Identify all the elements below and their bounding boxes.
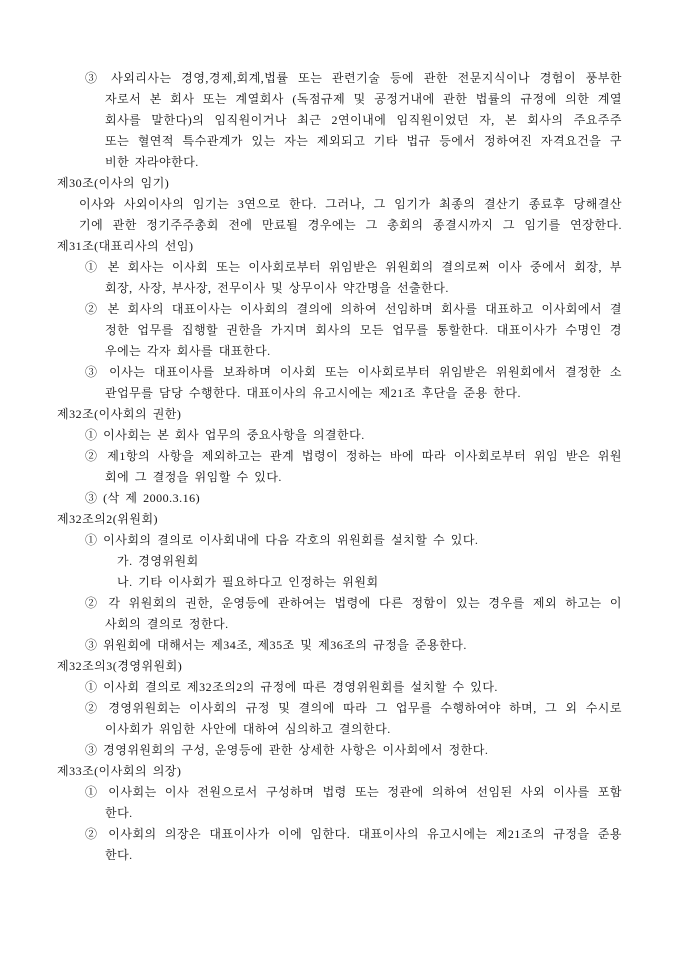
- article-heading: 제31조(대표리사의 선임): [57, 239, 194, 253]
- article-body-line: 기에 관한 정기주주총회 전에 만료될 경우에는 그 총회의 종결시까지 그 임기를 연장한다.: [79, 218, 622, 232]
- clause-item-line: ① 이사회는 이사 전원으로서 구성하며 법령 또는 정관에 의하여 선임된 사외 이사를 포함: [85, 785, 622, 799]
- clause-continuation-line: 회사를 말한다)의 임직원이거나 최근 2연이내에 임직원이었던 자, 본 회사의 주요주주: [105, 113, 622, 127]
- clause-item-line: ① 이사회는 본 회사 업무의 중요사항을 의결한다.: [85, 428, 365, 442]
- document-body: [57, 68, 622, 866]
- clause-item-line: ② 본 회사의 대표이사는 이사회의 결의에 의하여 선임하며 회사를 대표하고 이사회에서 결: [85, 302, 622, 316]
- clause-continuation-line: 회장, 사장, 부사장, 전무이사 및 상무이사 약간명을 선출한다.: [105, 281, 449, 295]
- article-heading: 제33조(이사회의 의장): [57, 764, 182, 778]
- article-body-line: 이사와 사외이사의 임기는 3연으로 한다. 그러나, 그 임기가 최종의 결산기 종료후 당해결산: [79, 197, 622, 211]
- clause-item-line: ① 본 회사는 이사회 또는 이사회로부터 위임받은 위원회의 결의로쩌 이사 중에서 회장, 부: [85, 260, 622, 274]
- clause-continuation-line: 자로서 본 회사 또는 계열회사 (독점규제 및 공정거내에 관한 법률의 규정에 의한 계열: [105, 92, 622, 106]
- clause-continuation-line: 우에는 각자 회사를 대표한다.: [105, 344, 271, 358]
- subclause-line: 가. 경영위원회: [117, 554, 199, 568]
- clause-continuation-line: 사회의 결의로 정한다.: [105, 617, 229, 631]
- article-heading: 제30조(이사의 임기): [57, 176, 170, 190]
- clause-continuation-line: 한다.: [105, 848, 133, 862]
- clause-continuation-line: 정한 업무를 집행할 권한을 가지며 회사의 모든 업무를 통할한다. 대표이사가 수명인 경: [105, 323, 622, 337]
- clause-item-line: ③ (삭 제 2000.3.16): [85, 491, 201, 505]
- clause-item-line: ② 이사회의 의장은 대표이사가 이에 임한다. 대표이사의 유고시에는 제21조의 규정을 준용: [85, 827, 622, 841]
- clause-item-line: ② 제1항의 사항을 제외하고는 관계 법령이 정하는 바에 따라 이사회로부터 위임 받은 위원: [85, 449, 622, 463]
- clause-item-line: ② 경영위원회는 이사회의 규정 및 결의에 따라 그 업무를 수행하여야 하며, 그 외 수시로: [85, 701, 622, 715]
- clause-item-line: ① 이사회 결의로 제32조의2의 규정에 따른 경영위원회를 설치할 수 있다.: [85, 680, 498, 694]
- clause-item-line: ③ 위원회에 대해서는 제34조, 제35조 및 제36조의 규정을 준용한다.: [85, 638, 467, 652]
- subclause-line: 나. 기타 이사회가 필요하다고 인정하는 위원회: [117, 575, 379, 589]
- clause-item-line: ③ 이사는 대표이사를 보좌하며 이사회 또는 이사회로부터 위임받은 위원회에서 결정한 소: [85, 365, 622, 379]
- clause-continuation-line: 회에 그 결정을 위임할 수 있다.: [105, 470, 282, 484]
- clause-continuation-line: 한다.: [105, 806, 133, 820]
- clause-continuation-line: 관업무를 담당 수행한다. 대표이사의 유고시에는 제21조 후단을 준용 한다.: [105, 386, 521, 400]
- article-heading: 제32조(이사회의 권한): [57, 407, 182, 421]
- article-heading: 제32조의2(위원회): [57, 512, 159, 526]
- clause-continuation-line: 또는 혈연적 특수관계가 있는 자는 제외되고 기타 법규 등에서 정하여진 자격요건을 구: [105, 134, 622, 148]
- article-heading: 제32조의3(경영위원회): [57, 659, 183, 673]
- clause-item-line: ② 각 위원회의 권한, 운영등에 관하여는 법령에 다른 정함이 있는 경우를 제외 하고는 이: [85, 596, 622, 610]
- clause-continuation-line: 비한 자라야한다.: [105, 155, 199, 169]
- clause-item-line: ① 이사회의 결의로 이사회내에 다음 각호의 위원회를 설치할 수 있다.: [85, 533, 479, 547]
- clause-item-line: ③ 사외리사는 경영,경제,회계,법률 또는 관련기술 등에 관한 전문지식이나 경험이 풍부한: [85, 71, 622, 85]
- clause-continuation-line: 이사회가 위임한 사안에 대하여 심의하고 결의한다.: [105, 722, 391, 736]
- clause-item-line: ③ 경영위원회의 구성, 운영등에 관한 상세한 사항은 이사회에서 정한다.: [85, 743, 489, 757]
